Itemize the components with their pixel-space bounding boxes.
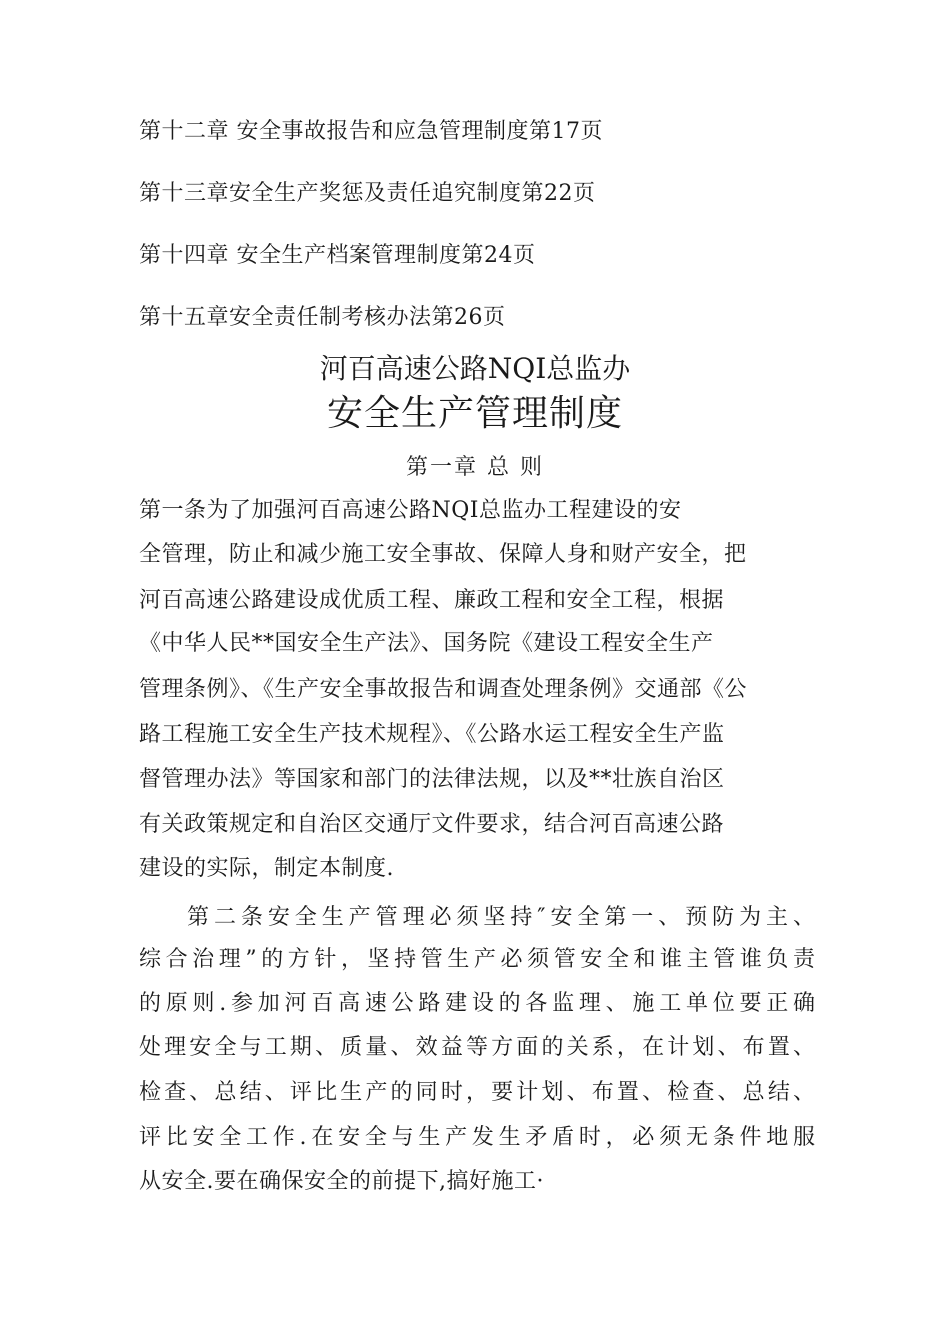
article-2-line: 从安全.要在确保安全的前提下,搞好施工·	[139, 1169, 544, 1194]
article-2-line: 评比安全工作.在安全与生产发生矛盾时，必须无条件地服	[139, 1125, 815, 1150]
article-1-line: 路工程施工安全生产技术规程》、《公路水运工程安全生产监	[139, 722, 725, 747]
article-1-line: 督管理办法》等国家和部门的法律法规，以及**壮族自治区	[139, 767, 725, 792]
article-1-line: 河百高速公路建设成优质工程、廉政工程和安全工程，根据	[139, 588, 725, 613]
article-1-line: 管理条例》、《生产安全事故报告和调查处理条例》交通部《公	[139, 677, 748, 702]
toc-entry-chapter-13: 第十三章安全生产奖惩及责任追究制度第22页	[139, 181, 596, 206]
toc-entry-chapter-14: 第十四章 安全生产档案管理制度第24页	[139, 243, 536, 268]
article-1-line: 《中华人民**国安全生产法》、国务院《建设工程安全生产	[139, 631, 714, 656]
article-2-line: 综合治理”的方针，坚持管生产必须管安全和谁主管谁负责	[139, 947, 815, 972]
toc-entry-chapter-12: 第十二章 安全事故报告和应急管理制度第17页	[139, 119, 603, 144]
article-1-line: 有关政策规定和自治区交通厅文件要求，结合河百高速公路	[139, 812, 725, 837]
article-2-line: 的原则.参加河百高速公路建设的各监理、施工单位要正确	[139, 991, 815, 1016]
document-title: 安全生产管理制度	[326, 393, 623, 434]
article-1-line: 全管理，防止和减少施工安全事故、保障人身和财产安全，把	[139, 542, 747, 567]
article-2-line: 检查、总结、评比生产的同时，要计划、布置、检查、总结、	[139, 1080, 815, 1105]
article-2-line: 处理安全与工期、质量、效益等方面的关系，在计划、布置、	[139, 1035, 815, 1060]
article-1-line: 第一条为了加强河百高速公路NQI总监办工程建设的安	[139, 498, 682, 523]
article-2-line: 第二条安全生产管理必须坚持″安全第一、预防为主、	[187, 905, 815, 930]
document-subtitle: 河百高速公路NQI总监办	[319, 352, 631, 385]
article-1-line: 建设的实际，制定本制度.	[139, 856, 394, 881]
chapter-title: 第一章 总 则	[406, 455, 544, 480]
toc-entry-chapter-15: 第十五章安全责任制考核办法第26页	[139, 305, 506, 330]
